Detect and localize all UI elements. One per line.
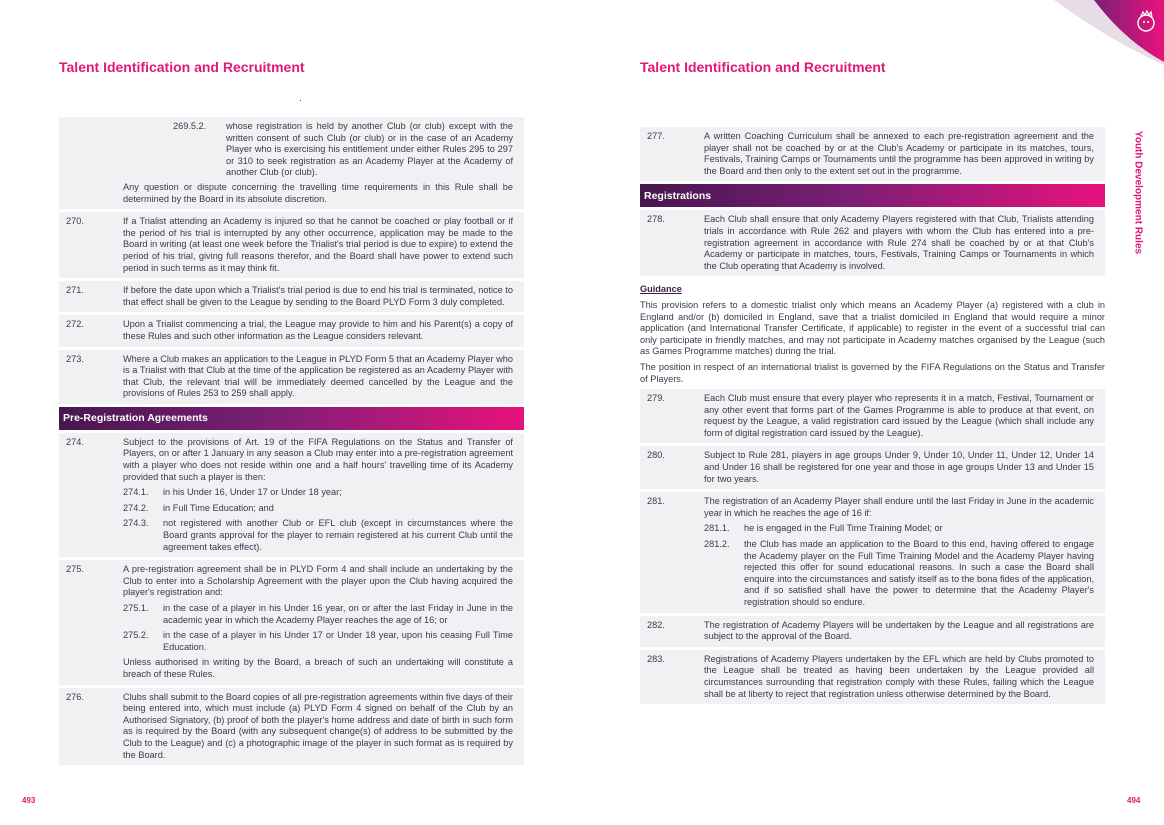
sub-rule-number: 281.1. (704, 523, 730, 534)
rule-272-block (59, 315, 524, 346)
rule-text: The registration of an Academy Player shall endure until the last Friday in June in the academic year in which he reaches the age of 16 if: (704, 496, 1094, 518)
guidance-title: Guidance (640, 284, 682, 295)
rule-number: 270. (66, 216, 84, 227)
rule-text: If before the date upon which a Trialist's trial period is due to end his trial is terminated, notice to that effect shall be given to the League by sending to the Board PLYD Form 3 duly completed. (123, 285, 513, 307)
rule-number: 278. (647, 214, 665, 225)
right-column (640, 127, 1105, 707)
rule-276-block (59, 688, 524, 766)
section-heading-pre-registration: Pre-Registration Agreements (59, 407, 524, 430)
rule-269-block (59, 117, 524, 209)
rule-number: 277. (647, 131, 665, 141)
sub-rule-text: in the case of a player in his Under 17 or Under 18 year, upon his ceasing Full Time Education. (163, 630, 513, 652)
rule-number: 272. (66, 319, 84, 330)
sub-rule-number: 274.3. (123, 518, 149, 529)
rule-number: 279. (647, 393, 665, 404)
rule-number: 282. (647, 619, 665, 630)
rule-275-block (59, 560, 524, 684)
rule-text: If a Trialist attending an Academy is injured so that he cannot be coached or play football or if the period of his trial is interrupted by any other occurrence, application may be made to the Board in writing (at least one week before the Trialist's trial period is due to expire) to extend the period of his trial, giving full reasons therefor, and the Board shall have power to extend such period in such terms as it may think fit. (123, 216, 513, 273)
side-tab (1128, 127, 1142, 267)
rule-281-block (640, 492, 1105, 612)
sub-rule-number: 275.1. (123, 603, 149, 613)
rule-text: Registrations of Academy Players undertaken by the EFL which are held by Clubs promoted to the League shall be treated as having been undertaken by the League provided all circumstances surrounding that registration comply with these Rules, failing which the League shall be at liberty to reject that registration unless otherwise determined by the Board. (704, 653, 1094, 699)
left-page-number: 493 (22, 796, 36, 805)
sub-rule-number: 274.2. (123, 502, 149, 513)
rule-number: 280. (647, 450, 665, 461)
sub-rule-number: 281.2. (704, 539, 730, 550)
rule-text: Upon a Trialist commencing a trial, the League may provide to him and his Parent(s) a copy of these Rules and such other information as the League considers relevant. (123, 319, 513, 341)
rule-text: Each Club must ensure that every player who represents it in a match, Festival, Tournament or any other event that forms part of the Games Programme is able to produce at that event, on request by the League, a valid registration card issued by the League (which shall include any form of digital registration card issued by the League). (704, 393, 1094, 438)
sub-rule-text: the Club has made an application to the Board to this end, having offered to engage the Academy player on the Full Time Training Model and the Academy Player having rejected this offer for sound educational reasons. In such a case the Board shall enquire into the circumstances and satisfy itself as to the bona fides of the application, and if so satisfied shall have the power to determine that the Academy Player's registration should so endure. (744, 539, 1094, 607)
rule-278-block (640, 210, 1105, 276)
stray-mark (300, 100, 301, 101)
rule-text: Subject to Rule 281, players in age groups Under 9, Under 10, Under 11, Under 12, Under 14 and Under 16 shall be registered for one year and those in age groups Under 13 and Under 15 for two years. (704, 450, 1094, 484)
section-heading-registrations: Registrations (640, 184, 1105, 207)
right-page-number: 494 (1127, 796, 1141, 805)
rule-number: 275. (66, 564, 84, 575)
rule-text: A written Coaching Curriculum shall be annexed to each pre-registration agreement and the player shall not be coached by or at the Club's Academy or participate in its matches, tours, Festivals, Training Camps or Tournaments until the programme has been approved in writing by the Board and then only to the extent set out in the programme. (704, 131, 1094, 176)
sub-rule-text: not registered with another Club or EFL club (except in circumstances where the Board grants approval for the player to remain registered at his current Club until the agreement takes effect). (163, 518, 513, 552)
rule-number: 271. (66, 285, 84, 296)
sub-rule-text: in the case of a player in his Under 16 year, on or after the last Friday in June in the academic year in which the Academy Player reaches the age of 16; or (163, 603, 513, 625)
rule-text: Subject to the provisions of Art. 19 of the FIFA Regulations on the Status and Transfer of Players, on or after 1 January in any season a Club may enter into a pre-registration agreement with a player who does not reside within one and a half hours' travelling time of its Academy provided that such a player is then: (123, 436, 513, 482)
rule-text: The registration of Academy Players will be undertaken by the League and all registrations are subject to the approval of the Board. (704, 619, 1094, 642)
rule-text: Any question or dispute concerning the travelling time requirements in this Rule shall be determined by the Board in its absolute discretion. (123, 181, 513, 204)
rule-283-block (640, 650, 1105, 704)
sub-rule-text: in his Under 16, Under 17 or Under 18 year; (163, 487, 342, 498)
rule-number: 269.5.2. (173, 121, 207, 131)
rule-text: Unless authorised in writing by the Board, a breach of such an undertaking will constitute a breach of these Rules. (123, 657, 513, 679)
rule-text: Clubs shall submit to the Board copies of all pre-registration agreements within five days of their being entered into, which must include (a) PLYD Form 4 signed on behalf of the Club by an Authorised Signatory, (b) proof of both the player's home address and date of birth in such form as is required by the Board (with any subsequent change(s) of address to be submitted by the Club to the League) and (c) a photographic image of the player in such format as is required by the Board. (123, 691, 513, 760)
right-page-title: Talent Identification and Recruitment (640, 59, 886, 75)
guidance-paragraph: This provision refers to a domestic trialist only which means an Academy Player (a) registered with a club in England and/or (b) domiciled in England, save that a trialist domiciled in England that would require a minor application (and International Transfer Certificate, if applicable) to register in the event of a successful trial can only participate in friendly matches, and may not participate in Academy matches organised by the League (such as Games Programme matches) during the trial. (640, 299, 1105, 357)
rule-text: Where a Club makes an application to the League in PLYD Form 5 that an Academy Player who is a Trialist with that Club at the time of the application be registered as an Academy Player with that Club, the relevant trial will be immediately deemed cancelled by the League and the provisions of Rules 253 to 259 shall apply. (123, 353, 514, 399)
rule-280-block (640, 446, 1105, 489)
side-tab-label: Youth Development Rules (1132, 130, 1144, 255)
rule-number: 274. (66, 436, 84, 447)
rule-273-block (59, 350, 524, 404)
left-column (59, 117, 524, 768)
rule-text: Each Club shall ensure that only Academy Players registered with that Club, Trialists attending trials in accordance with Rule 262 and players with whom the Club has entered into a pre-registration agreement in accordance with Rule 274 shall be coached by or at that Club's Academy or participate in matches, tours, Festivals, Training Camps or Tournaments in which the Club operating that Academy is involved. (704, 214, 1094, 271)
sub-rule-number: 274.1. (123, 487, 149, 498)
rule-277-block (640, 127, 1105, 181)
rule-270-block (59, 212, 524, 278)
rule-text: whose registration is held by another Club (or club) except with the written consent of such Club (or club) or in the case of an Academy Player who is exercising his entitlement under either Rules 295 to 297 or 310 to seek registration as an Academy Player at the Academy of another Club (or club). (226, 121, 513, 178)
rule-number: 281. (647, 496, 665, 507)
rule-number: 276. (66, 691, 84, 702)
sub-rule-text: in Full Time Education; and (163, 502, 274, 513)
rule-279-block (640, 389, 1105, 443)
rule-number: 283. (647, 653, 665, 664)
rule-274-block (59, 433, 524, 557)
sub-rule-number: 275.2. (123, 630, 149, 641)
left-page-title: Talent Identification and Recruitment (59, 59, 305, 75)
rule-282-block (640, 616, 1105, 647)
rule-271-block (59, 281, 524, 312)
guidance-paragraph: The position in respect of an international trialist is governed by the FIFA Regulations on the Status and Transfer of Players. (640, 361, 1105, 384)
rule-text: A pre-registration agreement shall be in PLYD Form 4 and shall include an undertaking by the Club to enter into a Scholarship Agreement with the player upon the Club having acquired the player's registration and: (123, 564, 513, 598)
sub-rule-text: he is engaged in the Full Time Training Model; or (744, 523, 943, 534)
guidance-section (640, 284, 1105, 385)
corner-decoration (1054, 0, 1164, 65)
rule-number: 273. (66, 353, 84, 364)
